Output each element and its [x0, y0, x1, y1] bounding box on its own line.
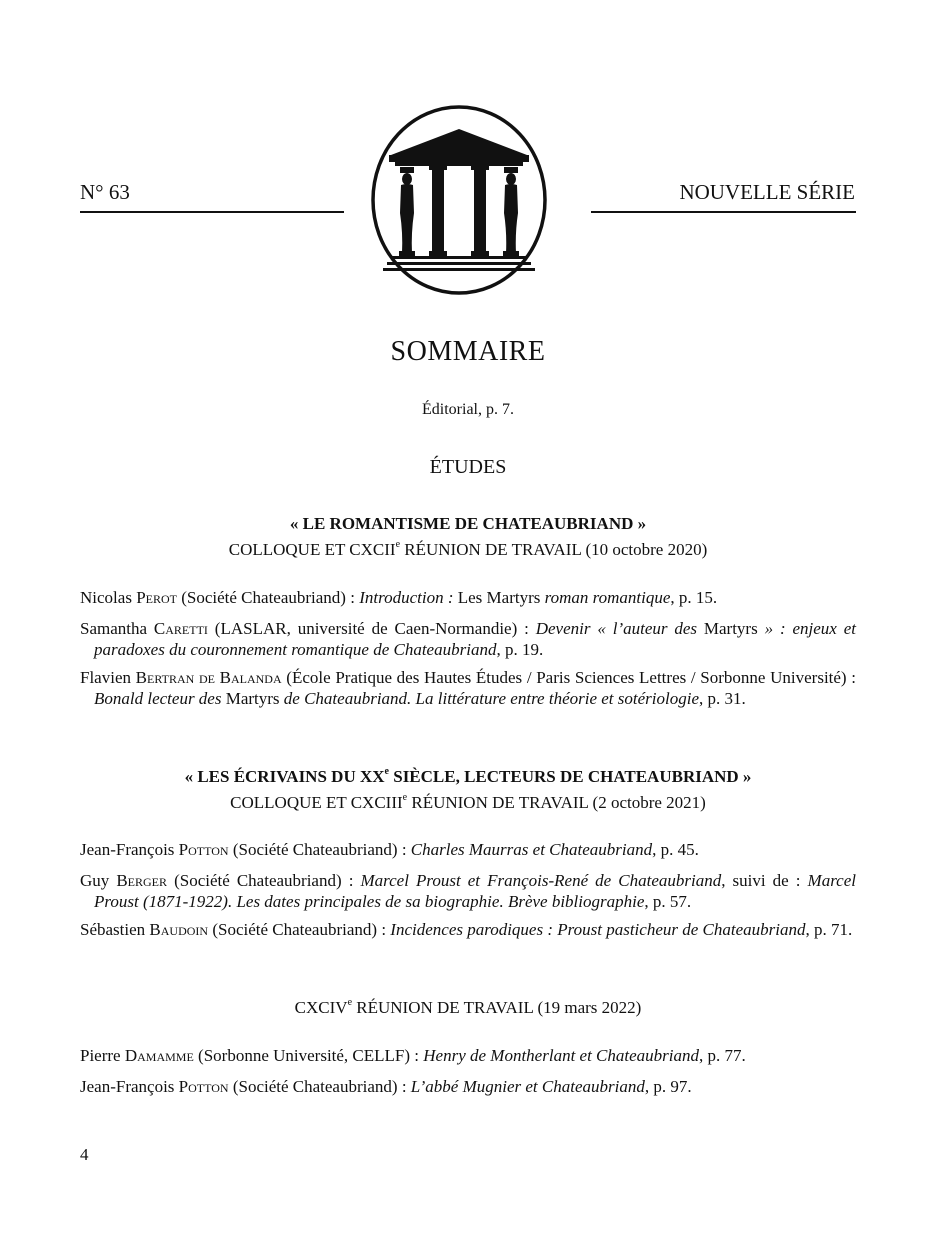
entry-title-part: de Chateaubriand. La littérature entre théorie et sotériologie [279, 689, 699, 708]
toc-entry [80, 870, 856, 912]
toc-entry [80, 839, 856, 860]
temple-icon [369, 103, 549, 298]
section-1-title: « LE ROMANTISME DE CHATEAUBRIAND » [289, 514, 647, 533]
entry-title-part: Martyrs [703, 619, 758, 638]
entry-title-part: Marcel Proust et François-René de Chateaubriand [360, 871, 722, 890]
author-first-name: Guy [80, 871, 117, 890]
entry-title-part: Marcel Proust (1871-1922). Les dates principales de sa biographie. Brève bibliographie [94, 871, 856, 911]
author-last-name: Potton [178, 1077, 229, 1096]
header-rule-right [591, 211, 856, 213]
author-affiliation: (Sorbonne Université, CELLF) : [193, 1046, 424, 1065]
page-number: 4 [80, 1145, 89, 1164]
entry-title-part: , p. 31. [699, 689, 746, 708]
section-2-title: « LES ÉCRIVAINS DU XXe SIÈCLE, LECTEURS DE CHATEAUBRIAND » [184, 766, 752, 786]
page-title: SOMMAIRE [390, 336, 546, 367]
author-affiliation: (Société Chateaubriand) : [208, 920, 391, 939]
section-2-subtitle: COLLOQUE ET CXCIIIe RÉUNION DE TRAVAIL (2 octobre 2021) [230, 792, 706, 812]
toc-entry [80, 618, 856, 660]
author-last-name: Caretti [153, 619, 208, 638]
author-first-name: Jean-François [80, 1077, 179, 1096]
entry-title-part: Martyrs [225, 689, 280, 708]
entry-title-part: , p. 57. [644, 892, 692, 911]
entry-title-part: , suivi de : [721, 871, 808, 890]
author-affiliation: (Société Chateaubriand) : [228, 840, 411, 859]
entry-title-part: , p. 15. [670, 588, 718, 607]
entry-title-part: Bonald lecteur des [94, 689, 226, 708]
author-first-name: Samantha [80, 619, 154, 638]
section-1-subtitle: COLLOQUE ET CXCIIe RÉUNION DE TRAVAIL (10 octobre 2020) [228, 539, 708, 559]
author-first-name: Flavien [80, 668, 136, 687]
editorial-entry: Éditorial, p. 7. [422, 401, 514, 418]
entry-title-part: Henry de Montherlant et Chateaubriand [423, 1046, 700, 1065]
entry-title-part: L’abbé Mugnier et Chateaubriand [410, 1077, 645, 1096]
entry-title-part: » : enjeux et paradoxes du couronnement romantique de Chateaubriand [94, 619, 856, 659]
toc-entry [80, 587, 856, 608]
entry-title-part: Les Martyrs [457, 588, 541, 607]
author-affiliation: (Société Chateaubriand) : [176, 588, 360, 607]
author-first-name: Jean-François [80, 840, 179, 859]
author-last-name: Potton [178, 840, 229, 859]
author-last-name: Baudoin [149, 920, 209, 939]
author-last-name: Perot [136, 588, 177, 607]
section-heading: ÉTUDES [429, 456, 507, 478]
entry-title-part: , p. 19. [496, 640, 544, 659]
entry-title-part: Devenir « l’auteur des [535, 619, 704, 638]
author-last-name: Damamme [124, 1046, 194, 1065]
entry-title-part: Incidences parodiques : Proust pasticheur de Chateaubriand [390, 920, 806, 939]
entry-title-part: , p. 45. [652, 840, 699, 859]
header-rule-left [80, 211, 344, 213]
entry-title-part: roman romantique [540, 588, 671, 607]
section-3-subtitle: CXCIVe RÉUNION DE TRAVAIL (19 mars 2022) [294, 997, 642, 1017]
author-last-name: Berger [116, 871, 168, 890]
toc-entry [80, 667, 856, 709]
author-last-name: Bertran de Balanda [135, 668, 282, 687]
entry-title-part: Charles Maurras et Chateaubriand [410, 840, 653, 859]
author-first-name: Nicolas [80, 588, 137, 607]
toc-entry [80, 919, 856, 940]
entry-title-part: , p. 77. [699, 1046, 746, 1065]
author-affiliation: (École Pratique des Hautes Études / Paris Sciences Lettres / Sorbonne Université) : [281, 668, 856, 687]
author-first-name: Sébastien [80, 920, 150, 939]
entry-title-part: , p. 97. [644, 1077, 692, 1096]
entry-title-part: Introduction : [359, 588, 458, 607]
toc-entry [80, 1045, 856, 1066]
entry-title-part: , p. 71. [805, 920, 853, 939]
series-label: NOUVELLE SÉRIE [679, 180, 855, 204]
author-affiliation: (Société Chateaubriand) : [228, 1077, 411, 1096]
issue-number: N° 63 [80, 180, 130, 204]
toc-entry [80, 1076, 856, 1097]
author-affiliation: (LASLAR, université de Caen-Normandie) : [207, 619, 536, 638]
author-affiliation: (Société Chateaubriand) : [167, 871, 361, 890]
author-first-name: Pierre [80, 1046, 125, 1065]
